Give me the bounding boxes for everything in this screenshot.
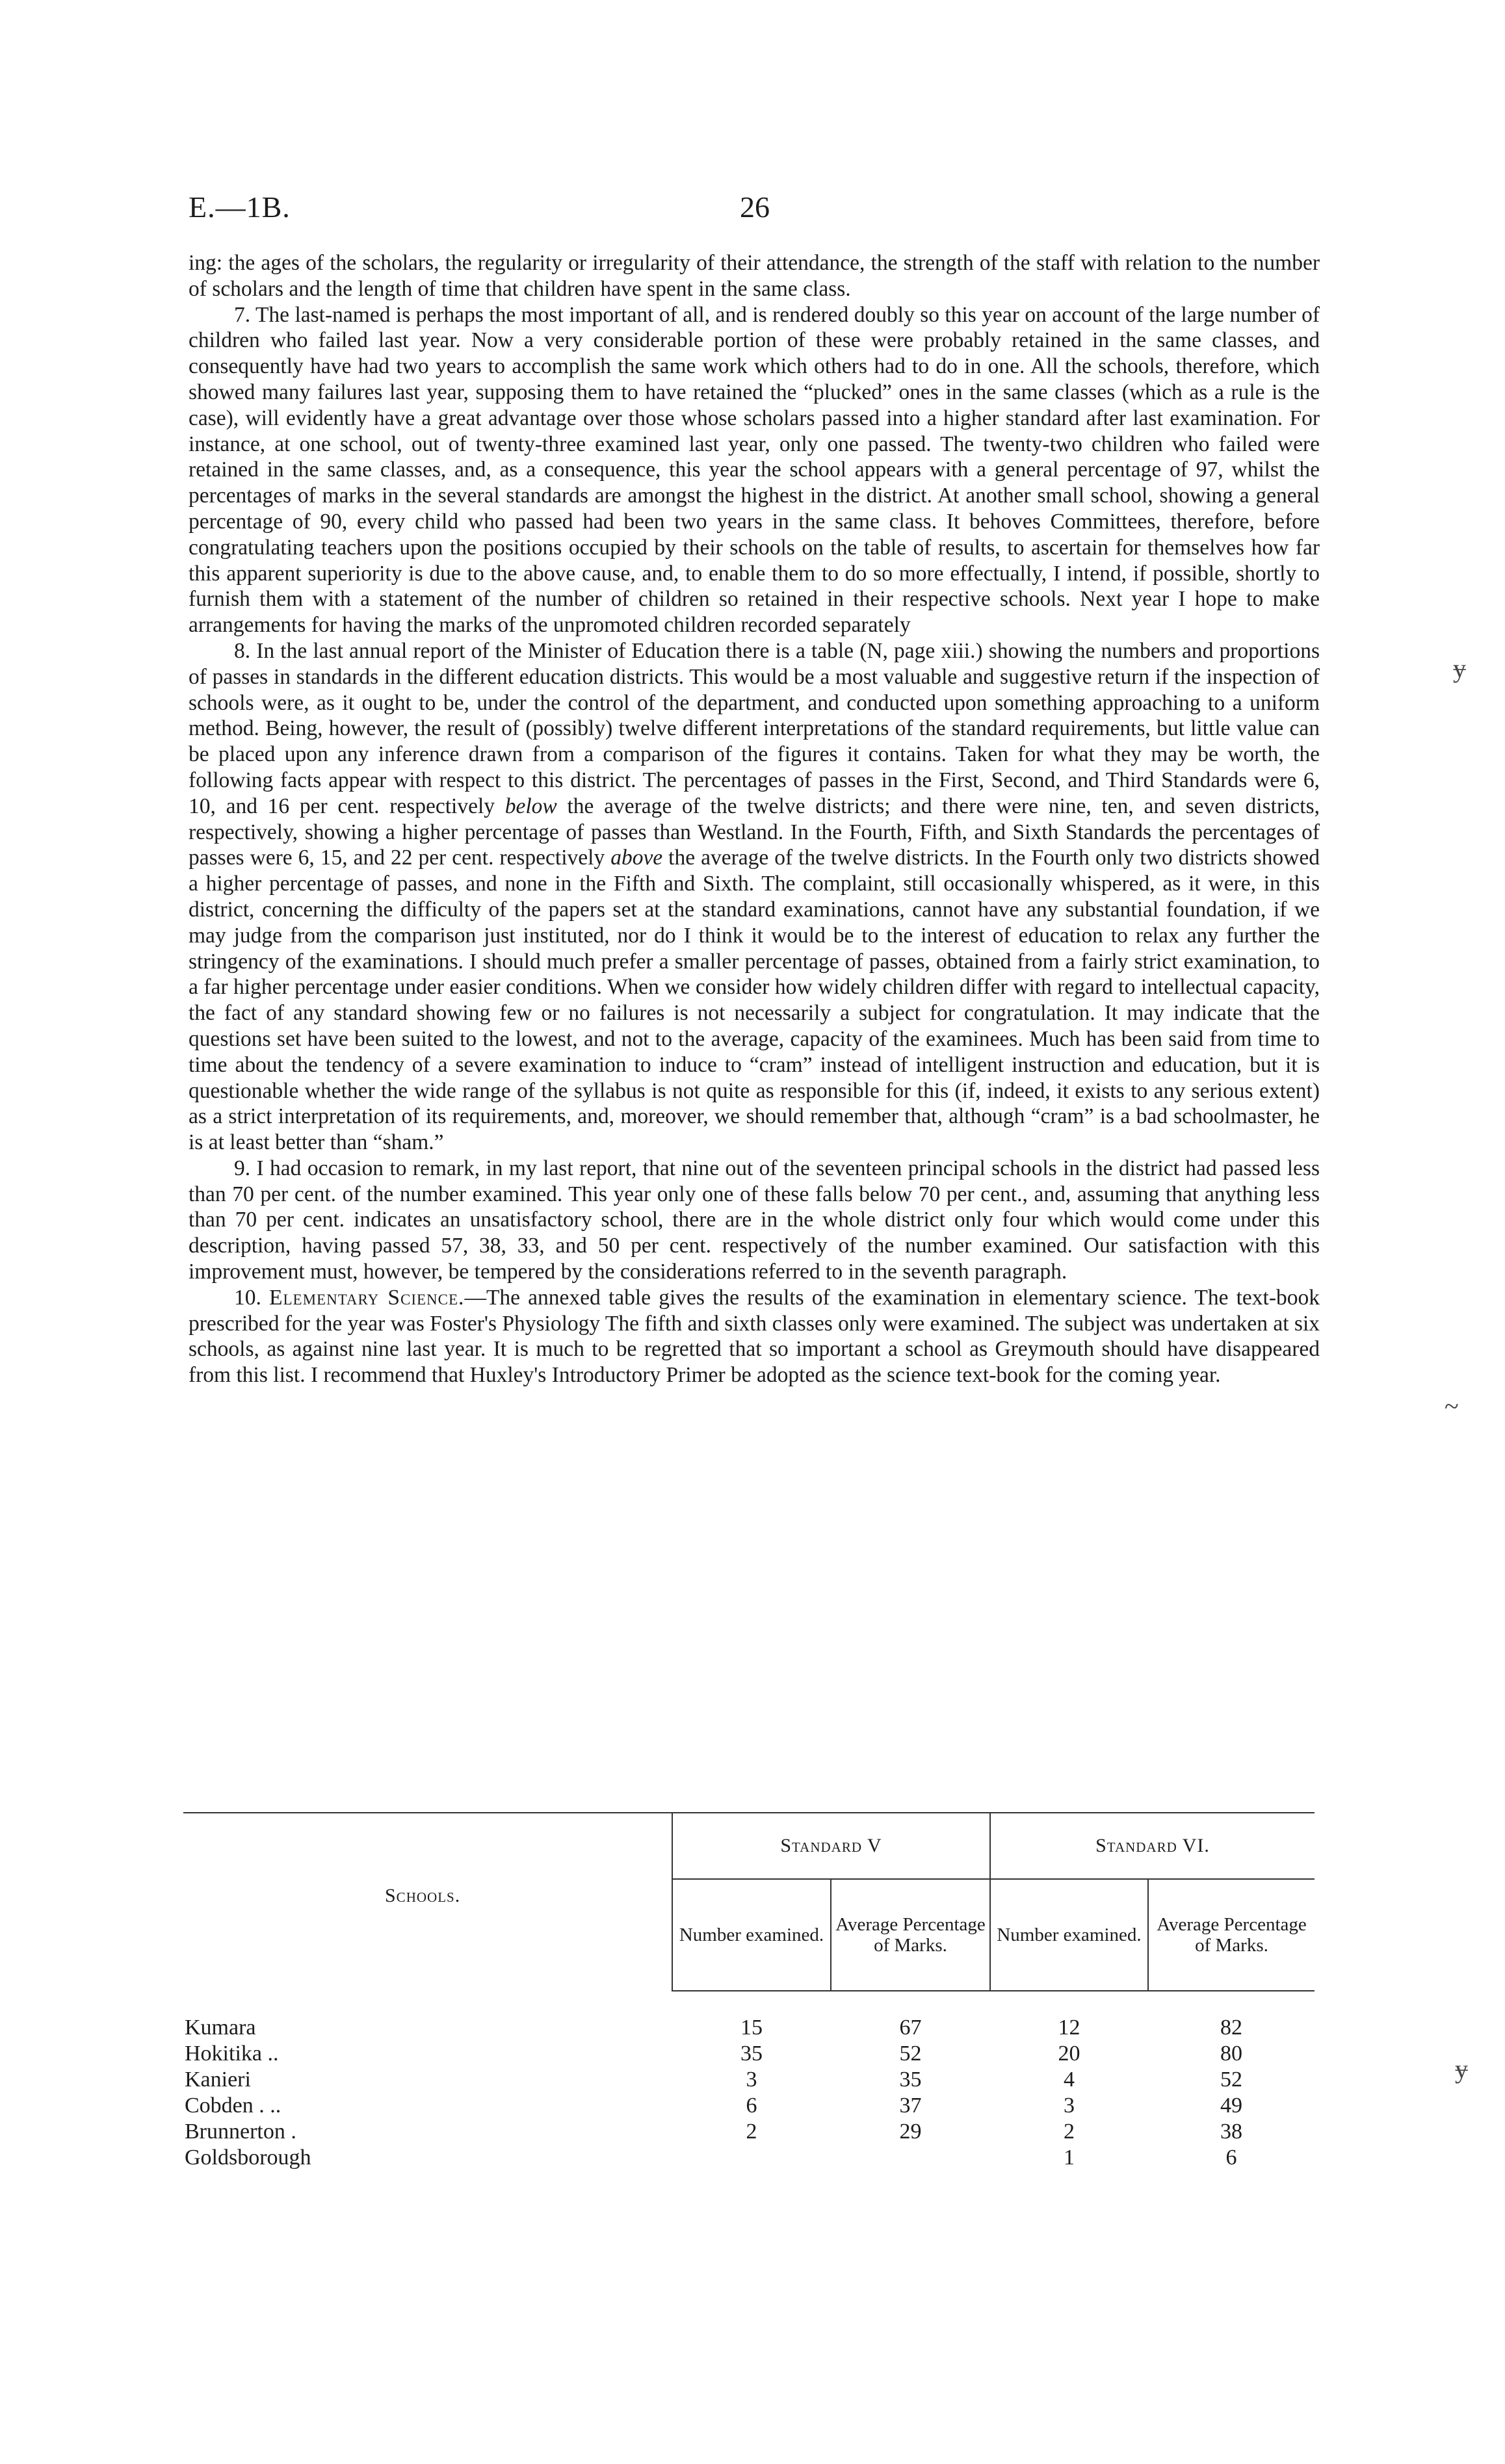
science-results-table — [183, 1812, 1315, 2171]
margin-binding-mark: ~ — [1445, 1392, 1459, 1421]
school-name: Hokitika .. — [185, 2042, 279, 2066]
standard-vi-number: 2 — [1064, 2120, 1075, 2144]
table-row — [183, 2145, 1315, 2171]
standard-v-number: 15 — [740, 2016, 763, 2040]
paragraph-8-text-2: the average of the twelve districts; and there were nine, ten, and seven districts, respectively, showing a higher percentage of passes than Westland. In the Fourth, Fifth, and Sixth Standards the percentages of passes were 6, 15, and 22 per cent. respectively — [189, 794, 1320, 870]
emphasis-below: below — [504, 794, 557, 818]
school-name: Kumara — [185, 2016, 256, 2040]
document-reference: E.—1B. — [189, 190, 291, 224]
standard-v-average-header: Average Percentage of Marks. — [831, 1879, 990, 1991]
paragraph-8 — [189, 638, 1320, 1156]
section-heading-elementary-science: Elementary Science. — [269, 1285, 465, 1310]
paragraph-10 — [189, 1285, 1320, 1388]
table-row — [183, 2119, 1315, 2145]
standard-vi-average: 80 — [1220, 2042, 1242, 2066]
standard-v-number: 2 — [746, 2120, 757, 2144]
standard-v-number: 35 — [740, 2042, 763, 2066]
standard-vi-average: 82 — [1220, 2016, 1242, 2040]
standard-vi-average: 6 — [1225, 2146, 1237, 2170]
standard-vi-number: 20 — [1058, 2042, 1080, 2066]
standard-v-average: 67 — [899, 2016, 922, 2040]
standard-v-header: Standard V — [672, 1813, 990, 1879]
emphasis-above: above — [610, 846, 663, 870]
paragraph-8-text-1: 8. In the last annual report of the Minister of Education there is a table (N, page xiii.) showing the numbers and proportions of passes in standards in the different education districts. This would be a most valuable and suggestive return if the inspection of schools were, as it ought to be, under the control of the department, and conducted upon something approaching to a uniform method. Being, however, the result of (possibly) twelve different interpretations of the standard requirements, but little value can be placed upon any inference drawn from a comparison of the figures it contains. Taken for what they may be worth, the following facts appear with respect to this district. The percentages of passes in the First, Second, and Third Standards were 6, 10, and 16 per cent. respectively — [189, 638, 1320, 818]
schools-column-header: Schools. — [183, 1813, 672, 1991]
page-header — [189, 190, 1320, 229]
paragraph-7: 7. The last-named is perhaps the most important of all, and is rendered doubly so this year on account of the large number of children who failed last year. Now a very considerable portion of these were probably retained in the same classes, and consequently have had two years to accomplish the same work which others had to do in one. All the schools, therefore, which showed many failures last year, supposing them to have retained the “plucked” ones in the same classes (which as a rule is the case), will evidently have a great advantage over those whose scholars passed into a higher standard after last examination. For instance, at one school, out of twenty-three examined last year, only one passed. The twenty-two children who failed were retained in the same classes, and, as a consequence, this year the school appears with a general percentage of 97, whilst the percentages of marks in the several standards are amongst the highest in the district. At another small school, showing a general percentage of 90, every child who passed had been two years in the same class. It behoves Committees, therefore, before congratulating teachers upon the positions occupied by their schools on the table of results, to ascertain for themselves how far this apparent superiority is due to the above cause, and, to enable them to do so more effectually, I intend, if possible, shortly to furnish them with a statement of the number of children so retained in their respective schools. Next year I hope to make arrangements for having the marks of the unpromoted children recorded separately — [189, 302, 1320, 638]
standard-vi-average: 52 — [1220, 2068, 1242, 2092]
standard-v-average — [831, 2145, 990, 2171]
table-row — [183, 2041, 1315, 2067]
standard-v-number — [672, 2145, 831, 2171]
paragraph-10-number: 10. — [234, 1285, 261, 1310]
school-name: Kanieri — [185, 2068, 251, 2092]
standard-v-number: 6 — [746, 2094, 757, 2118]
standard-vi-number-header: Number examined. — [990, 1879, 1148, 1991]
standard-v-number: 3 — [746, 2068, 757, 2092]
standard-v-average: 52 — [899, 2042, 922, 2066]
table-row — [183, 2015, 1315, 2041]
standard-v-average: 35 — [899, 2068, 922, 2092]
school-name: Cobden . .. — [185, 2094, 281, 2118]
paragraph-10-text: —The annexed table gives the results of the examination in elementary science. The text-book prescribed for the year was Foster's Physiology The fifth and sixth classes only were examined. The subject was undertaken at six schools, as against nine last year. It is much to be regretted that so important a school as Greymouth should have disappeared from this list. I recommend that Huxley's Introductory Primer be adopted as the science text-book for the coming year. — [189, 1285, 1320, 1388]
report-body — [189, 250, 1320, 1388]
standard-vi-number: 12 — [1058, 2016, 1080, 2040]
standard-vi-average: 49 — [1220, 2094, 1242, 2118]
standard-v-number-header: Number examined. — [672, 1879, 831, 1991]
school-name: Brunnerton . — [185, 2120, 296, 2144]
table-row — [183, 2067, 1315, 2093]
table-row — [183, 2093, 1315, 2119]
intro-paragraph: ing: the ages of the scholars, the regularity or irregularity of their attendance, the strength of the staff with relation to the number of scholars and the length of time that children have spent in the same class. — [189, 251, 1320, 301]
standard-vi-header: Standard VI. — [990, 1813, 1315, 1879]
standard-vi-number: 4 — [1064, 2068, 1075, 2092]
page-number: 26 — [740, 190, 770, 224]
margin-binding-mark: ɏ — [1453, 654, 1466, 683]
standard-vi-average-header: Average Percentage of Marks. — [1148, 1879, 1315, 1991]
school-name: Goldsborough — [185, 2146, 311, 2170]
standard-vi-number: 1 — [1064, 2146, 1075, 2170]
standard-vi-average: 38 — [1220, 2120, 1242, 2144]
paragraph-8-text-3: the average of the twelve districts. In the Fourth only two districts showed a higher percentage of passes, and none in the Fifth and Sixth. The complaint, still occasionally whispered, as it were, in this district, concerning the difficulty of the papers set at the standard examinations, cannot have any substantial foundation, if we may judge from the comparison just instituted, nor do I think it would be to the interest of education to relax any further the stringency of the examinations. I should much prefer a smaller percentage of passes, obtained from a fairly strict examination, to a far higher percentage under easier conditions. When we consider how widely children differ with regard to intellectual capacity, the fact of any standard showing few or no failures is not necessarily a subject for congratulation. It may indicate that the questions set have been suited to the lowest, and not to the average, capacity of the examinees. Much has been said from time to time about the tendency of a severe examination to induce to “cram” instead of intelligent instruction and education, but it is questionable whether the wide range of the syllabus is not quite as responsible for this (if, indeed, it exists to any serious extent) as a strict interpretation of its requirements, and, moreover, we should remember that, although “cram” is a bad schoolmaster, he is at least better than “sham.” — [189, 846, 1320, 1155]
paragraph-9: 9. I had occasion to remark, in my last report, that nine out of the seventeen principal schools in the district had passed less than 70 per cent. of the number examined. This year only one of these falls below 70 per cent., and, assuming that anything less than 70 per cent. indicates an unsatisfactory school, there are in the whole district only four which would come under this description, having passed 57, 38, 33, and 50 per cent. respectively of the number examined. Our satisfaction with this improvement must, however, be tempered by the considerations referred to in the seventh paragraph. — [189, 1156, 1320, 1284]
standard-vi-number: 3 — [1064, 2094, 1075, 2118]
margin-binding-mark: ɏ — [1455, 2055, 1468, 2084]
standard-v-average: 37 — [899, 2094, 922, 2118]
standard-v-average: 29 — [899, 2120, 922, 2144]
